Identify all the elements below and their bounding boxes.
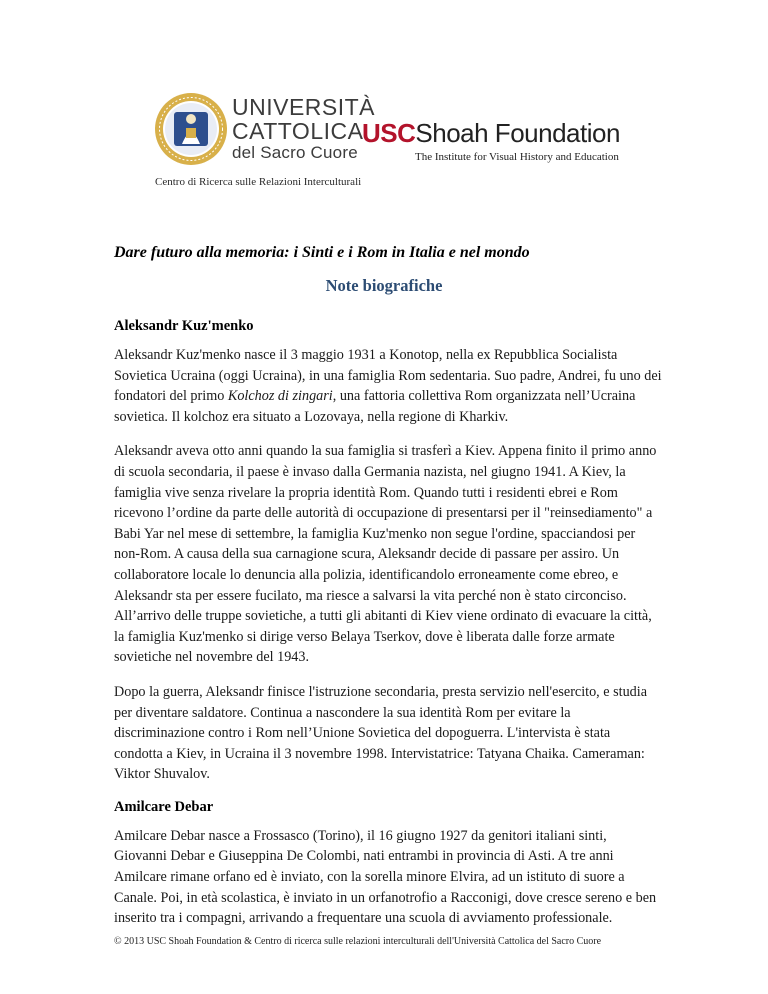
usc-logo-usc: USC (362, 118, 416, 148)
bio-paragraph: Amilcare Debar nasce a Frossasco (Torino), il 16 giugno 1927 da genitori italiani sinti, Giovanni Debar e Giuseppina De Colombi, nati entrambi in provincia di Asti. A tre anni Amilcare rimane orfano ed è inviato, con la sorella minore Elvira, ad un istituto di suore a Canale. Poi, in età scolastica, è inviato in un orfanotrofio a Racconigi, dove cresce sereno e ben inserito tra i compagni, arrivando a frequentare una scuola di avviamento professionale. (114, 827, 657, 927)
footer-copyright: © 2013 USC Shoah Foundation & Centro di ricerca sulle relazioni interculturali dell'Università Cattolica del Sacro Cuore (114, 936, 602, 947)
university-line-3: del Sacro Cuore (232, 143, 358, 162)
italic-term: Kolchoz di zingari (227, 388, 333, 405)
text-run: , una fattoria collettiva Rom organizzata nell’Ucraina sovietica. Il kolchoz era situato a Lozovaya, nella regione di Kharkiv. (114, 388, 636, 425)
usc-logo-foundation: Shoah Foundation (415, 118, 620, 148)
university-line-2: CATTOLICA (232, 118, 364, 144)
bio-paragraph (114, 345, 662, 427)
usc-tagline: The Institute for Visual History and Education (415, 151, 619, 163)
document-body (114, 318, 662, 943)
document-subtitle: Note biografiche (325, 276, 443, 295)
usc-logo-name (362, 118, 620, 149)
text-run: Aleksandr Kuz'menko nasce il 3 maggio 1931 a Konotop, nella ex Repubblica Socialista Sovietica Ucraina (oggi Ucraina), in una famiglia Rom sedentaria. Suo padre, Andrei, fu uno dei fondatori del primo (114, 347, 662, 405)
bio-paragraph: Dopo la guerra, Aleksandr finisce l'istruzione secondaria, presta servizio nell'esercito, e studia per diventare saldatore. Continua a nascondere la sua identità Rom per evitare la discriminazione contro i Rom nell’Unione Sovietica del dopoguerra. L'intervista è stata condotta a Kiev, in Ucraina il 3 novembre 1998. Intervistatrice: Tatyana Chaika. Cameraman: Viktor Shuvalov. (114, 683, 648, 783)
document-title: Dare futuro alla memoria: i Sinti e i Rom in Italia e nel mondo (114, 244, 530, 261)
university-line-1: UNIVERSITÀ (232, 94, 376, 120)
university-seal-logo (154, 92, 228, 166)
university-name (232, 96, 375, 161)
research-center-label: Centro di Ricerca sulle Relazioni Interculturali (155, 176, 362, 188)
bio-paragraph: Aleksandr aveva otto anni quando la sua famiglia si trasferì a Kiev. Appena finito il primo anno di scuola secondaria, il paese è invaso dalla Germania nazista, nel giugno 1941. A Kiev, la famiglia vive senza rivelare la propria identità Rom. Quando tutti i residenti ebrei e Rom ricevono l’ordine da parte delle autorità di occupazione di presentarsi per il "reinsediamento" a Babi Yar nel mese di settembre, la famiglia Kuz'menko non segue l'ordine, spacciandosi per non-Rom. A causa della sua carnagione scura, Aleksandr decide di passare per assiro. Un collaboratore locale lo denuncia alla polizia, identificandolo erroneamente come ebreo, e Aleksandr sta per essere fucilato, ma riesce a salvarsi la vita perché non è stato circonciso. All’arrivo delle truppe sovietiche, a tutti gli abitanti di Kiev viene ordinato di evacuare la città, la famiglia Kuz'menko si dirige verso Belaya Tserkov, dove è liberata dalle forze armate sovietiche nel novembre del 1943. (114, 443, 657, 666)
bio-heading-debar: Amilcare Debar (114, 798, 214, 815)
usc-shoah-logo (362, 118, 620, 163)
bio-heading-kuzmenko: Aleksandr Kuz'menko (114, 318, 254, 334)
header-logos (0, 78, 768, 188)
